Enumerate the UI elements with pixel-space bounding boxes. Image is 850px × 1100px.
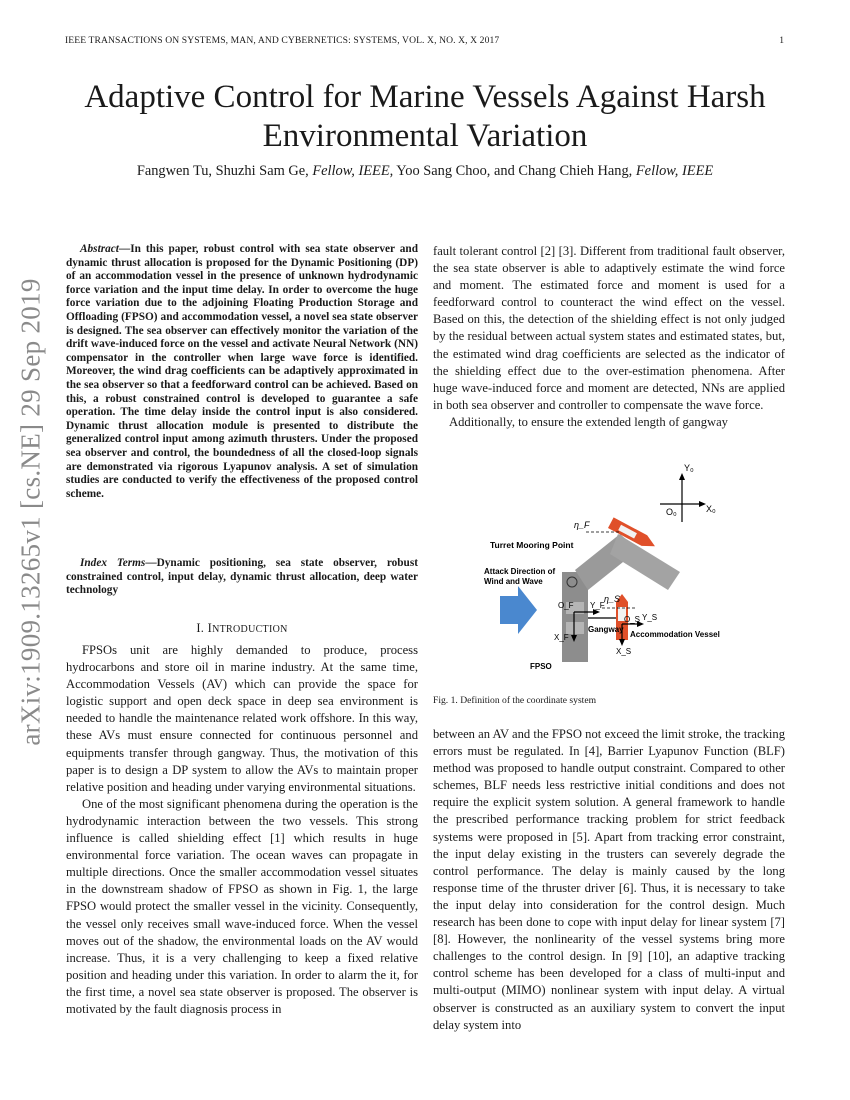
eta-s-label: η_S [604, 594, 621, 604]
gangway-label: Gangway [588, 625, 624, 634]
arxiv-stamp [6, 262, 56, 762]
page-number: 1 [779, 35, 784, 46]
xf-label: X_F [554, 633, 569, 642]
os-label: O_S [624, 615, 641, 624]
turret-label: Turret Mooring Point [490, 540, 574, 550]
intro-paragraph-1: FPSOs unit are highly demanded to produce, process hydrocarbons and store oil in marine industry. At the same time, Accommodation Vessels (AV) which can provide the space for logistic support and open deck space in deep sea environment is needed to handle the maintenance related work offshore. In this way, these AVs must ensure connected for continuous personnel and equipments transfer through gangway. Thus, the motivation of this paper is to design a DP system to allow the AVs to maintain proper relative position and heading under varying environmental situations. [66, 643, 418, 794]
section-numeral: I. [196, 621, 205, 635]
accommodation-label: Accommodation Vessel [630, 630, 720, 639]
right-column-top [433, 243, 785, 431]
o0-label: O₀ [666, 507, 677, 517]
section-initial: I [207, 621, 213, 635]
arxiv-stamp-text: arXiv:1909.13265v1 [cs.NE] 29 Sep 2019 [15, 278, 46, 746]
xs-arrowhead [619, 639, 625, 646]
right-paragraph-2: Additionally, to ensure the extended length of gangway [449, 414, 728, 429]
intro-paragraph-2: One of the most significant phenomena during the operation is the hydrodynamic interaction between the two vessels. This strong influence is called shielding effect [1] which results in huge environmental force variation. The ocean waves can propagate in multiple directions. Once the smaller accommodation vessel situates in the downstream shadow of FPSO as shown in Fig. 1, the large FPSO would protect the smaller vessel in the vicinity. Consequently, the vessel only receives small wave-induced force. When the vessel moves out of the shadow, the environmental loads on the AV would increase. Thus, it is a very challenging to keep a fixed relative position and heading under this variation. In order to alarm the it, for the first time, a novel sea state observer is proposed. The observer is motivated by the fault diagnosis process in [66, 796, 418, 1016]
attack-label-2: Wind and Wave [484, 577, 543, 586]
attack-direction-arrow [500, 586, 537, 634]
eta-f-label: η_F [574, 520, 590, 530]
paper-title: Adaptive Control for Marine Vessels Against Harsh Environmental Variation [84, 79, 766, 154]
attack-label-1: Attack Direction of [484, 567, 556, 576]
yf-label: Y_F [590, 601, 605, 610]
section-title-rest: NTRODUCTION [212, 624, 288, 635]
author-line [60, 163, 790, 180]
ys-label: Y_S [642, 613, 658, 622]
y0-label: Y₀ [684, 463, 694, 473]
fpso-deck-block-2 [566, 622, 584, 634]
index-terms-label: Index Terms [80, 557, 146, 569]
fpso-label: FPSO [530, 662, 552, 671]
index-terms [66, 557, 418, 598]
y0-arrowhead [679, 473, 685, 480]
section-heading [66, 621, 418, 636]
abstract-text: —In this paper, robust control with sea state observer and dynamic thrust allocation is proposed for the Dynamic Positioning (DP) of an accommodation vessel in the presence of unknown hydrodynamic force variation and the input time delay. In order to overcome the huge force variation due to the adjoining Floating Production Storage and Offloading (FPSO) and accommodation vessel, a novel sea state observer is designed. The sea observer can effectively monitor the variation of the drift wave-induced force on the vessel and activate Neural Network (NN) compensator in the controller when large wave force is identified. Moreover, the wind drag coefficients can be adaptively approximated in the sea observer so that a feedforward control can be achieved. Based on this, a robust constrained control is developed to guarantee a safe operation. The time delay inside the control input is also considered. Dynamic thrust allocation module is presented to distribute the generalized control input among azimuth thrusters. Under the proposed sea observer and control, the boundedness of all the closed-loop signals are demonstrated via rigorous Lyapunov analysis. A set of simulation studies are conducted to verify the effectiveness of the proposed control scheme. [66, 243, 418, 500]
abstract [66, 243, 418, 501]
abstract-label: Abstract [80, 243, 119, 255]
xs-label: X_S [616, 647, 632, 656]
fellow-title-1: Fellow, IEEE, [312, 163, 394, 179]
global-frame [660, 463, 716, 522]
authors-part-2: Yoo Sang Choo, and Chang Chieh Hang, [396, 163, 633, 179]
authors-part-1: Fangwen Tu, Shuzhi Sam Ge, [136, 163, 309, 179]
figure-1 [470, 462, 770, 680]
index-terms-text: —Dynamic positioning, sea state observer, robust constrained control, input delay, dynamic thrust allocation, deep water technology [66, 557, 418, 597]
coordinate-system-diagram [470, 462, 770, 680]
right-paragraph-3: between an AV and the FPSO not exceed the limit stroke, the tracking errors must be regulated. In [4], Barrier Lyapunov Function (BLF) method was proposed to handle output constraint. Compared to other schemes, BLF needs less restrictive initial conditions and does not require the explicit system solution. A general framework to handle the prescribed performance tracking problem for strict feedback systems were proposed in [5]. Apart from tracking error constraint, the input delay existing in the trusters can severely degrade the control performance. The delay is mainly caused by the long response time of the thruster driver [6]. Thus, it is necessary to take the input delay into consideration for the control design. Much research has been done to cope with input delay for linear system [7] [8]. However, the nonlinearity of the vessel systems bring more challenges to the control design. In [9] [10], an adaptive tracking control scheme has been developed for a class of multi-input and multi-output (MIMO) nonlinear system with input delay. A virtual observer is constructed as an auxiliary system to convert the input delay system into [433, 727, 785, 1032]
right-paragraph-1: fault tolerant control [2] [3]. Different from traditional fault observer, the sea state observer is able to adaptively estimate the wind force and moment. The estimated force and moment is used for a feedforward control to counteract the wind effect on the vessel. Based on this, the detection of the shielding effect is not only judged by the residual between actual system states and estimated states, but, the estimated wind drag coefficients are selected as the indicator of the shielding effect due to the over-estimation phenomena. After huge wave-induced force and moment are detected, NNs are applied in both sea observer and controller to compensate the wave force. [433, 244, 785, 412]
of-label: O_F [558, 601, 574, 610]
running-head: IEEE TRANSACTIONS ON SYSTEMS, MAN, AND CYBERNETICS: SYSTEMS, VOL. X, NO. X, X 2017 [65, 35, 500, 46]
intro-text [66, 642, 418, 1018]
right-column-bottom [433, 726, 785, 1034]
x0-arrowhead [699, 501, 706, 507]
figure-caption: Fig. 1. Definition of the coordinate system [433, 695, 597, 706]
x0-label: X₀ [706, 504, 716, 514]
fellow-title-2: Fellow, IEEE [635, 163, 714, 179]
